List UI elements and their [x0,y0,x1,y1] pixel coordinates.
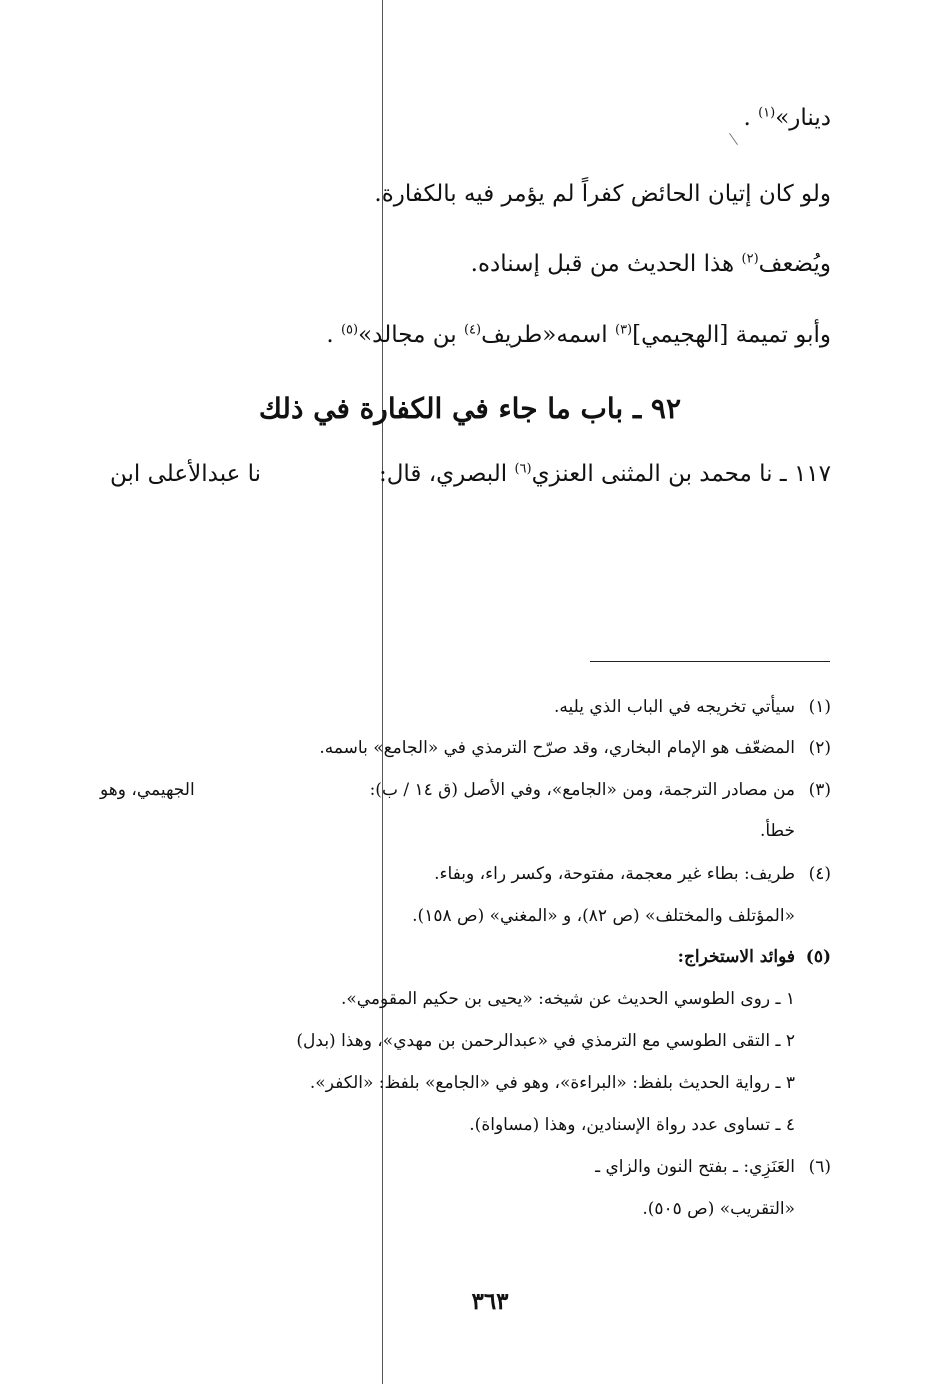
footnote-5-item: ١ ـ روى الطوسي الحديث عن شيخه: «يحيى بن حكيم المقومي». [340,989,795,1009]
footnote-3-start: من مصادر الترجمة، ومن «الجامع»، وفي الأصل (ق ١٤ / ب): [369,780,795,800]
footnote-3-number: (٣) [808,780,831,800]
body-line-4-part-3: بن مجالد» [358,322,464,348]
body-line-2: ولو كان إتيان الحائض كفراً لم يؤمر فيه بالكفارة. [374,181,831,207]
footnote-ref-2: (٢) [741,251,759,267]
footnote-2-number: (٢) [808,738,831,758]
hadith-line-start-text: ١١٧ ـ نا محمد بن المثنى العنزي [531,461,831,487]
scan-mark [729,133,738,145]
footnote-5-item: ٤ ـ تساوى عدد رواة الإسنادين، وهذا (مساواة). [469,1115,795,1135]
footnote-3-continuation: خطأ. [759,821,795,841]
footnote-4-text: طريف: بطاء غير معجمة، مفتوحة، وكسر راء، وبفاء. [434,864,795,884]
footnote-3-end: الجهيمي، وهو [100,780,195,800]
hadith-line-middle: البصري، قال: [378,461,515,487]
body-line-3-before: ويُضعف [758,251,831,277]
footnote-4 [100,857,831,891]
body-line-4 [326,315,831,355]
footnote-2-text: المضعّف هو الإمام البخاري، وقد صرّح الترمذي في «الجامع» باسمه. [319,738,795,758]
body-line-1 [743,98,831,138]
footnote-ref-3: (٣) [614,322,633,338]
footnote-separator [590,661,830,662]
hadith-line-start [379,454,831,494]
footnote-ref-4: (٤) [463,322,482,338]
footnote-3 [100,773,831,807]
hadith-line-end: نا عبدالأعلى ابن [110,461,262,487]
footnote-5-item: ٢ ـ التقى الطوسي مع الترمذي في «عبدالرحمن بن مهدي»، وهذا (بدل) [296,1031,795,1051]
body-line-3 [471,244,831,284]
body-line-1-text: دينار» [775,105,831,131]
footnote-4-number: (٤) [808,864,831,884]
footnote-ref-6: (٦) [514,461,532,477]
footnote-ref-5: (٥) [340,322,359,338]
footnote-ref-1: (١) [758,105,776,121]
body-line-1-end: . [743,105,759,131]
footnote-6-continuation: «التقريب» (ص ٥٠٥). [642,1199,795,1219]
footnote-4-continuation: «المؤتلف والمختلف» (ص ٨٢)، و «المغني» (ص ١٥٨). [412,906,795,926]
footnote-2 [100,731,831,765]
footnote-1-text: سيأتي تخريجه في الباب الذي يليه. [553,697,795,717]
footnote-6-number: (٦) [808,1157,831,1177]
footnote-5 [100,940,831,974]
footnote-3-start-group [370,773,831,807]
body-line-4-part-1: وأبو تميمة [الهجيمي] [632,322,831,348]
body-line-4-part-2: اسمه«طريف [481,322,615,348]
footnote-5-number: (٥) [805,947,831,967]
body-line-4-part-4: . [326,322,341,348]
footnote-6 [100,1150,831,1184]
footnote-6-text: العَنَزِي: ـ بفتح النون والزاي ـ [595,1157,795,1177]
footnote-1-number: (١) [808,697,831,717]
hadith-line [110,454,831,494]
page-number: ٣٦٣ [471,1288,509,1315]
footnote-1 [100,690,831,724]
footnote-5-heading: فوائد الاستخراج: [677,947,795,967]
footnote-5-item: ٣ ـ رواية الحديث بلفظ: «البراءة»، وهو في «الجامع» بلفظ: «الكفر». [309,1073,795,1093]
body-line-3-after: هذا الحديث من قبل إسناده. [470,251,742,277]
chapter-heading: ٩٢ ـ باب ما جاء في الكفارة في ذلك [258,392,681,425]
